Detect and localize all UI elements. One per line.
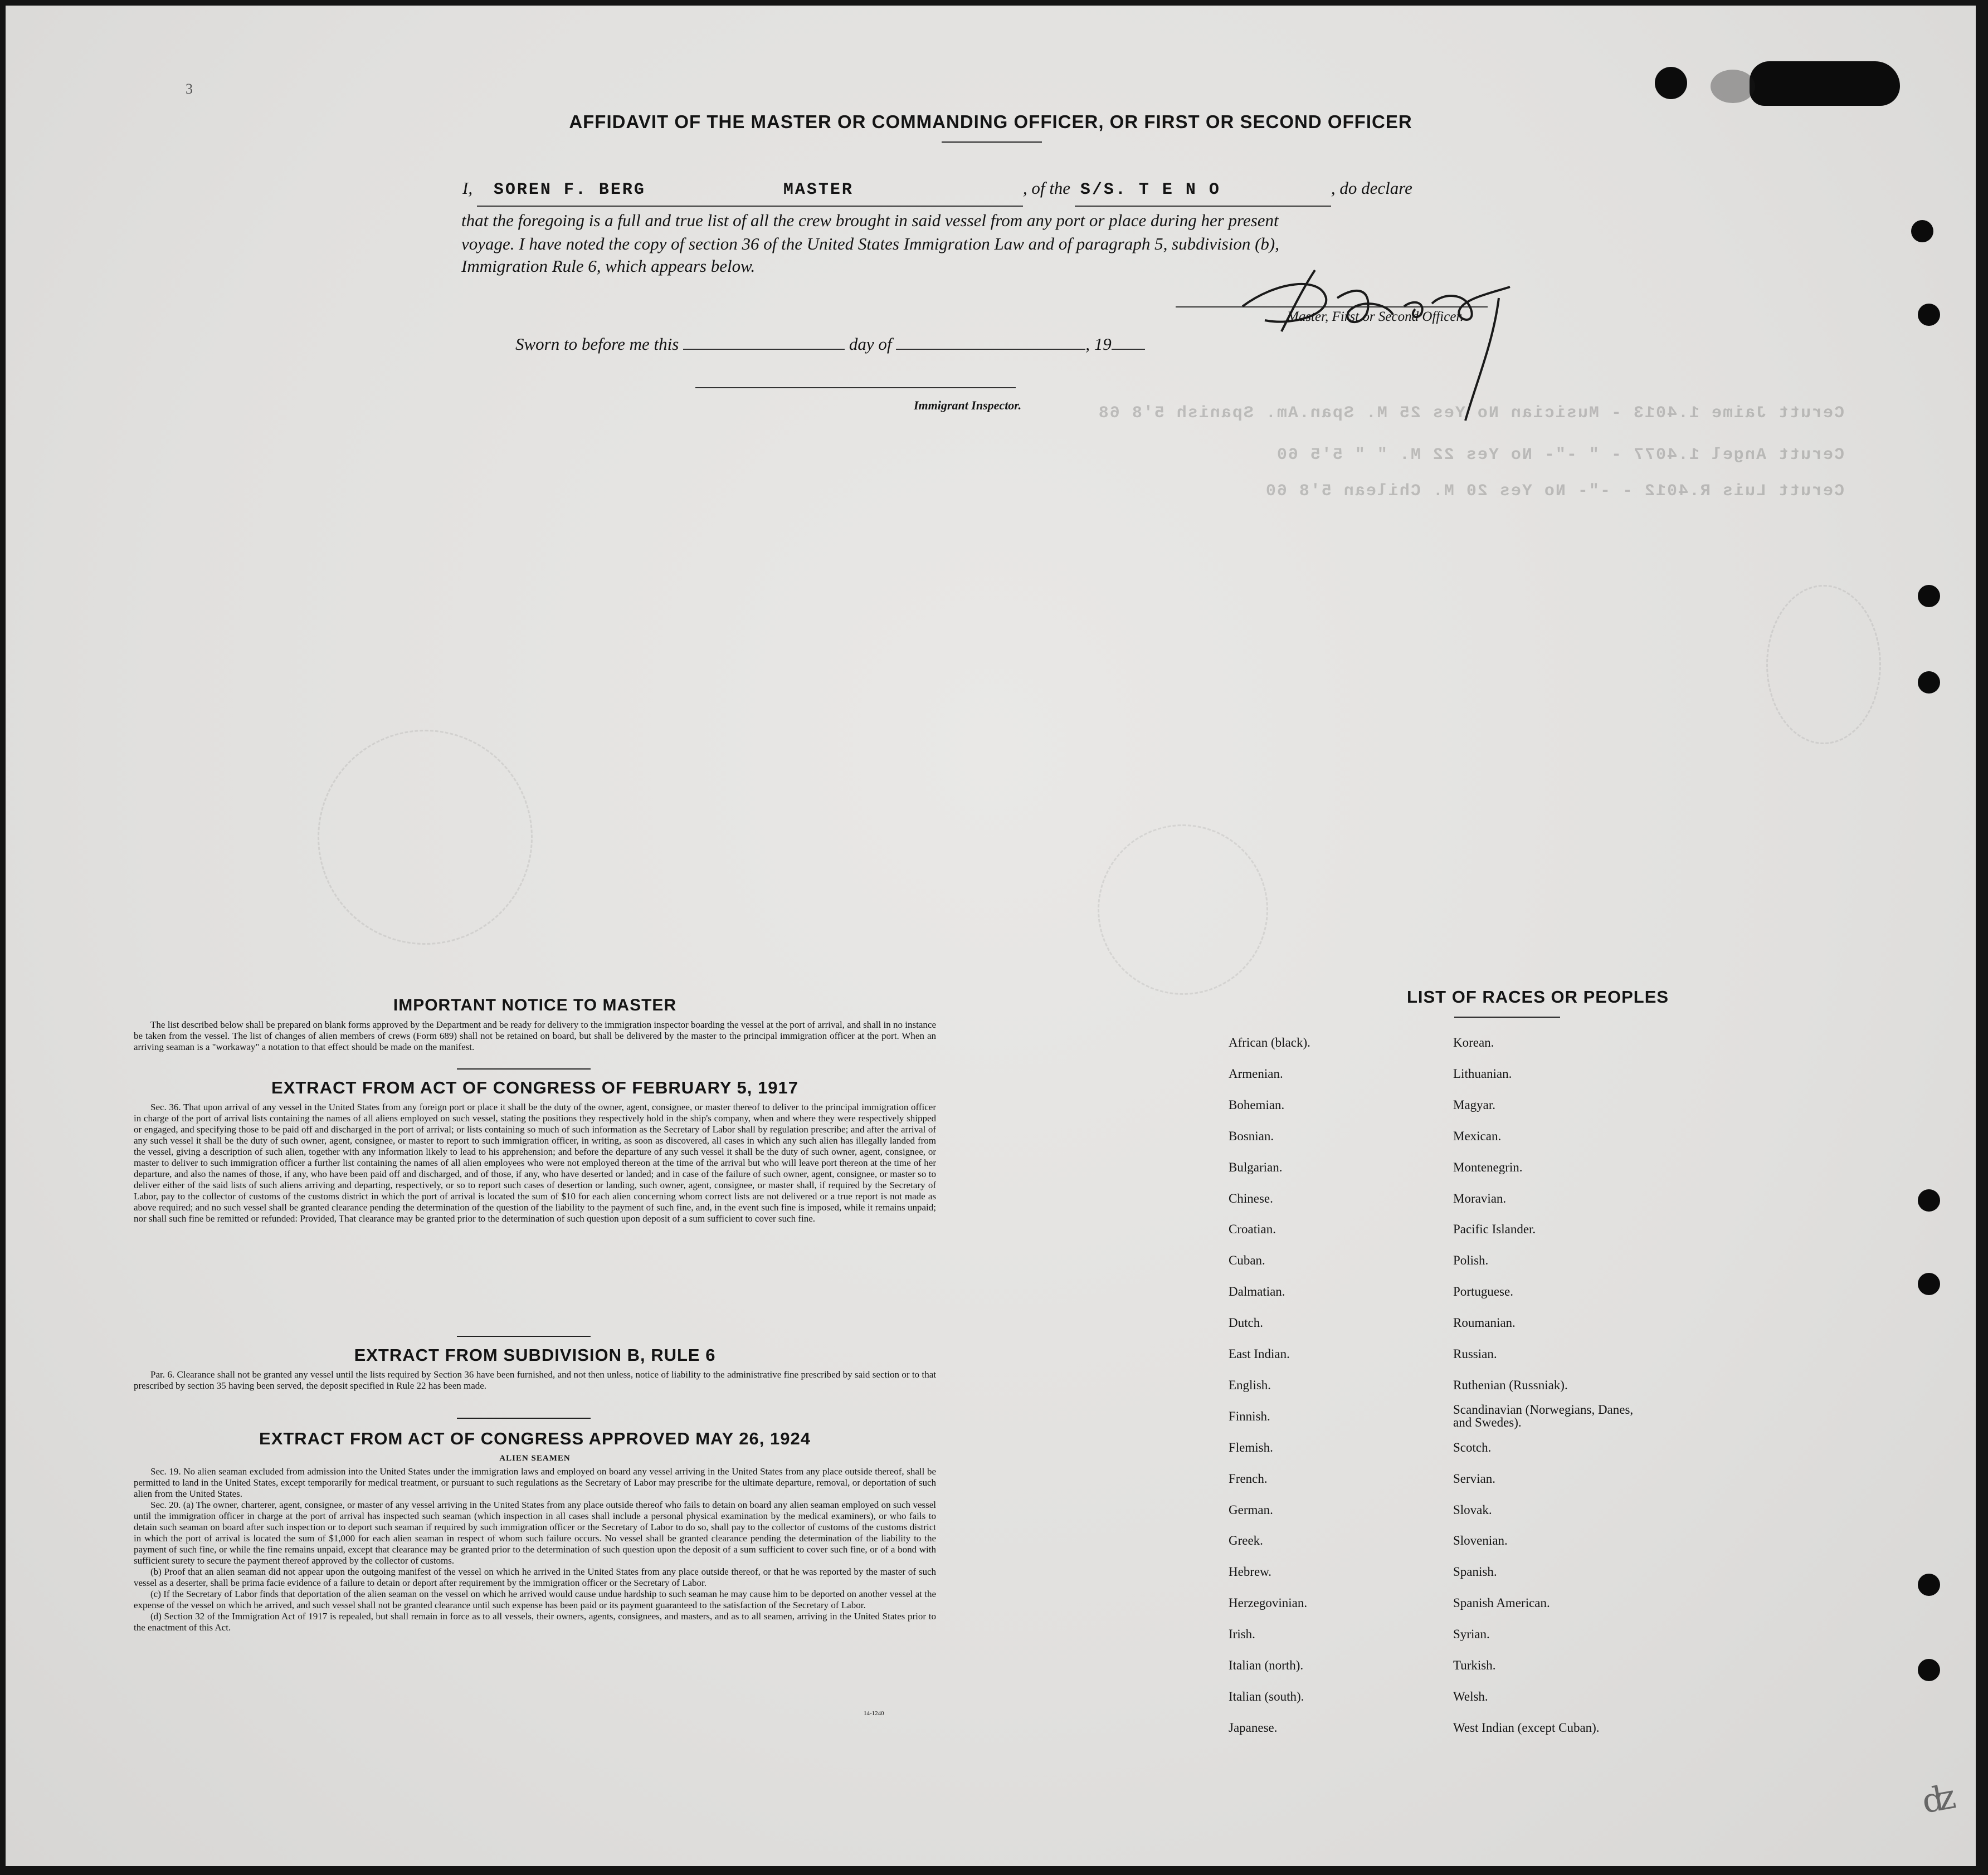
race-item: Spanish. — [1453, 1565, 1497, 1579]
race-item: Syrian. — [1453, 1627, 1490, 1642]
ink-blot — [1655, 67, 1687, 99]
race-item: Japanese. — [1229, 1720, 1278, 1735]
punch-hole — [1918, 585, 1940, 607]
affidavit-title: AFFIDAVIT OF THE MASTER OR COMMANDING OFFICER, OR FIRST OR SECOND OFFICER — [569, 111, 1412, 132]
race-item: Herzegovinian. — [1229, 1596, 1308, 1610]
race-item: Servian. — [1453, 1471, 1496, 1486]
notice-body — [134, 1019, 936, 1053]
punch-hole — [1918, 1574, 1940, 1596]
bleed-through-row: Cerutt Luis R.4012 - -"- No Yes 20 M. Chilean 5'8 60 — [1264, 482, 1844, 501]
section-rule — [457, 1418, 591, 1419]
sworn-line — [515, 329, 1145, 360]
race-item: Roumanian. — [1453, 1316, 1516, 1330]
section-rule — [457, 1068, 591, 1070]
punch-hole — [1911, 220, 1933, 242]
manifest-page — [6, 6, 1976, 1866]
extract-1917-title: EXTRACT FROM ACT OF CONGRESS OF FEBRUARY 5, 1917 — [271, 1078, 798, 1097]
notice-title: IMPORTANT NOTICE TO MASTER — [393, 996, 677, 1014]
sworn-prefix: Sworn to before me this — [515, 334, 679, 354]
race-item: Spanish American. — [1453, 1596, 1550, 1610]
races-rule — [1454, 1017, 1560, 1018]
do-declare-label: , do declare — [1331, 178, 1412, 198]
race-item: Hebrew. — [1229, 1565, 1272, 1579]
vessel-name: S/S. T E N O — [1075, 174, 1331, 207]
race-item: Chinese. — [1229, 1191, 1273, 1205]
page-number: 3 — [186, 81, 193, 97]
bleed-through-row: Cerutt Angel 1.4077 - " -"- No Yes 22 M. " " 5'5 60 — [1275, 446, 1844, 465]
section-20c-text: (c) If the Secretary of Labor finds that deportation of the alien seaman on the vessel on which he arrived would cause undue hardship to such seaman he may cause him to be deported on another vessel at the expense of the vessel on which he arrived, and such vessel shall not be granted clearance until such expense has been paid or its payment guaranteed to the satisfaction of the Secretary of Labor. — [134, 1589, 936, 1610]
race-item: German. — [1229, 1502, 1273, 1517]
embossed-seal — [1766, 585, 1881, 744]
declaration-line-3: voyage. I have noted the copy of section 36 of the United States Immigration Law and of paragraph 5, subdivision (b), — [461, 234, 1279, 253]
races-list — [1229, 1036, 1786, 1738]
section-20d-text: (d) Section 32 of the Immigration Act of 1917 is repealed, but shall remain in force as to all vessels, their owners, agents, consignees, and masters, and as to all seamen, arriving in the United States prior to the enactment of this Act. — [134, 1611, 936, 1633]
ink-blot — [1750, 61, 1900, 106]
race-item: Korean. — [1453, 1036, 1494, 1049]
section-36-text: Sec. 36. That upon arrival of any vessel in the United States from any foreign port or place it shall be the duty of the owner, agent, consignee, or master thereof to deliver to the principal immigration officer in charge of the port of arrival lists containing the names of all aliens employed on such vessel, stating the positions they respectively hold in the ship's company, when and where they were respectively shipped or engaged, and specifying those to be paid off and discharged in the port of arrival; or lists containing so much of such information as the Secretary of Labor shall by regulation prescribe; and after the arrival of any such vessel it shall be the duty of such owner, agent, consignee, or master to report to such immigration officer, in writing, as soon as discovered, all cases in which any such alien has illegally landed from the vessel, giving a description of such alien, together with any information likely to lead to his apprehension; and before the departure of any such vessel it shall be the duty of such owner, agent, consignee, or master to deliver to such immigration officer a further list containing the names of all alien employees who were not employed thereon at the time of the arrival but who will leave port thereon at the time of her departure, and also the names of those, if any, who have been paid off and discharged, and of those, if any, who have deserted or landed; and in case of the failure of such owner, agent, consignee, or master so to deliver either of the said lists of such aliens arriving and departing, respectively, or so to report such cases of desertion or landing, such owner, agent, consignee, or master shall, if required by the Secretary of Labor, pay to the collector of customs of the customs district in which the port of arrival is located the sum of $10 for each alien concerning whom correct lists are not delivered or a true report is not made as above required; and no such vessel shall be granted clearance pending the determination of the question of the liability to the payment of such fine, and, in the event such fine is imposed, while it remains unpaid; nor shall such fine be remitted or refunded: Provided, That clearance may be granted prior to the determination of such question upon deposit of a sum sufficient to cover such fine. — [134, 1102, 936, 1224]
declaration-line-1 — [462, 173, 1577, 207]
bleed-through-row: Cerutt Jaime 1.4013 - Musician No Yes 25 M. Span.Am. Spanish 5'8 68 — [1097, 404, 1844, 423]
race-item: Lithuanian. — [1453, 1066, 1512, 1081]
race-item: Italian (south). — [1229, 1689, 1304, 1703]
rule6-title: EXTRACT FROM SUBDIVISION B, RULE 6 — [354, 1345, 716, 1365]
rule6-body — [134, 1369, 936, 1391]
race-item: Dalmatian. — [1229, 1285, 1285, 1299]
ink-smudge — [1711, 70, 1755, 103]
form-number: 14-1240 — [864, 1710, 884, 1717]
punch-hole — [1918, 671, 1940, 694]
race-item: Pacific Islander. — [1453, 1222, 1536, 1237]
punch-hole — [1918, 1273, 1940, 1295]
of-the-label: , of the — [1022, 178, 1071, 198]
title-rule — [942, 141, 1042, 143]
race-item: Bulgarian. — [1229, 1160, 1283, 1174]
notice-text: The list described below shall be prepared on blank forms approved by the Department and be ready for delivery to the immigration inspector boarding the vessel at the port of arrival, and shall in no instance be taken from the vessel. The list of changes of alien members of crews (Form 689) shall not be retained on board, but shall be delivered by the master to the principal immigration officer at the port. When an arriving seaman is a "workaway" a notation to that effect should be made on the manifest. — [134, 1019, 936, 1052]
race-item: Magyar. — [1453, 1097, 1496, 1112]
race-item: Irish. — [1229, 1627, 1255, 1642]
signature-caption: Master, First or Second Officer. — [1287, 309, 1464, 324]
pencil-mark: ʣ — [1919, 1777, 1959, 1822]
race-item: Mexican. — [1453, 1129, 1502, 1143]
declaration-line-2: that the foregoing is a full and true list of all the crew brought in said vessel from any port or place during her present — [461, 211, 1279, 230]
punch-hole — [1918, 1189, 1940, 1212]
race-item: Bohemian. — [1229, 1097, 1285, 1112]
race-item: Turkish. — [1453, 1658, 1496, 1672]
sworn-day-blank — [683, 349, 845, 350]
race-item: Scotch. — [1453, 1440, 1492, 1454]
sworn-day-label: day of — [849, 334, 892, 354]
sworn-year-label: , 19 — [1085, 334, 1112, 354]
inspector-line — [695, 387, 1016, 388]
race-item: French. — [1229, 1471, 1268, 1486]
race-item: Portuguese. — [1453, 1285, 1513, 1299]
race-item: Finnish. — [1229, 1409, 1270, 1423]
section-20b-text: (b) Proof that an alien seaman did not appear upon the outgoing manifest of the vessel on which he arrived in the United States from any place outside thereof, or that he was reported by the master of such vessel as a deserter, shall be prima facie evidence of a failure to detain or deport after requirement by the immigration officer or the Secretary of Labor. — [134, 1566, 936, 1588]
sworn-year-blank — [1112, 349, 1145, 350]
embossed-seal — [1098, 824, 1268, 995]
embossed-seal — [318, 730, 533, 945]
extract-1924-title: EXTRACT FROM ACT OF CONGRESS APPROVED MAY 26, 1924 — [259, 1429, 811, 1448]
race-item: East Indian. — [1229, 1347, 1290, 1361]
races-title: LIST OF RACES OR PEOPLES — [1406, 987, 1669, 1007]
race-item: Montenegrin. — [1453, 1160, 1523, 1174]
race-item: English. — [1229, 1378, 1271, 1392]
race-item: Cuban. — [1229, 1253, 1265, 1268]
race-item: African (black). — [1229, 1036, 1310, 1049]
extract-1924-body — [134, 1466, 936, 1633]
race-item: Slovak. — [1453, 1502, 1492, 1517]
master-name: SOREN F. BERG — [477, 174, 717, 207]
race-item: Croatian. — [1229, 1222, 1276, 1237]
race-item: Moravian. — [1453, 1191, 1507, 1205]
section-19-text: Sec. 19. No alien seaman excluded from admission into the United States under the immigration laws and employed on board any vessel arriving in the United States from any place outside thereof, shall be permitted to land in the United States, except temporarily for medical treatment, or pursuant to such regulations as the Secretary of Labor may prescribe for the ultimate departure, removal, or deportation of such alien from the United States. — [134, 1466, 936, 1499]
race-item: Italian (north). — [1229, 1658, 1304, 1672]
extract-1917-body — [134, 1102, 936, 1224]
alien-seamen-subtitle: ALIEN SEAMEN — [499, 1454, 571, 1463]
race-item: Slovenian. — [1453, 1534, 1508, 1548]
race-item: Greek. — [1229, 1534, 1263, 1548]
race-item: Polish. — [1453, 1253, 1489, 1268]
section-20a-text: Sec. 20. (a) The owner, charterer, agent, consignee, or master of any vessel arriving in the United States from any place outside thereof who fails to detain on board any alien seaman employed on such vessel until the immigration officer in charge at the port of arrival has inspected such seaman (which inspection in all cases shall include a personal physical examination by the medical examiners), or who fails to detain such seaman on board after such inspection or to deport such seaman if required by such immigration officer or the Secretary of Labor to do so, shall pay to the collector of customs of the customs district in which the port of arrival is located the sum of $1,000 for each alien seaman in respect of whom such failure occurs. No vessel shall be granted clearance pending the determination of the liability to the payment of such fine, or while the fine remains unpaid, except that clearance may be granted prior to the determination of such question upon the deposit of a sum sufficient to cover such fine, or of a bond with sufficient surety to secure the payment thereof approved by the collector of customs. — [134, 1500, 936, 1566]
race-item: Scandinavian (Norwegians, Danes, and Swedes). — [1453, 1402, 1634, 1429]
race-item: Flemish. — [1229, 1440, 1273, 1454]
rule6-text: Par. 6. Clearance shall not be granted any vessel until the lists required by Section 36 have been furnished, and not then unless, notice of liability to the administrative fine prescribed by said section or to that prescribed by section 35 having been served, the deposit specified in Rule 22 has been made. — [134, 1369, 936, 1391]
race-item: Dutch. — [1229, 1316, 1263, 1330]
race-item: Ruthenian (Russniak). — [1453, 1378, 1568, 1392]
race-item: Russian. — [1453, 1347, 1497, 1361]
declaration-prefix: I, — [462, 178, 473, 198]
race-item: Bosnian. — [1229, 1129, 1274, 1143]
punch-hole — [1918, 1659, 1940, 1681]
sworn-month-blank — [896, 349, 1085, 350]
race-item: Welsh. — [1453, 1689, 1488, 1703]
punch-hole — [1918, 304, 1940, 326]
declaration-line-4: Immigration Rule 6, which appears below. — [461, 256, 756, 276]
race-item: Armenian. — [1229, 1066, 1283, 1081]
master-rank: MASTER — [717, 174, 1023, 207]
race-item: West Indian (except Cuban). — [1453, 1720, 1600, 1735]
inspector-caption: Immigrant Inspector. — [914, 398, 1022, 412]
section-rule — [457, 1336, 591, 1337]
